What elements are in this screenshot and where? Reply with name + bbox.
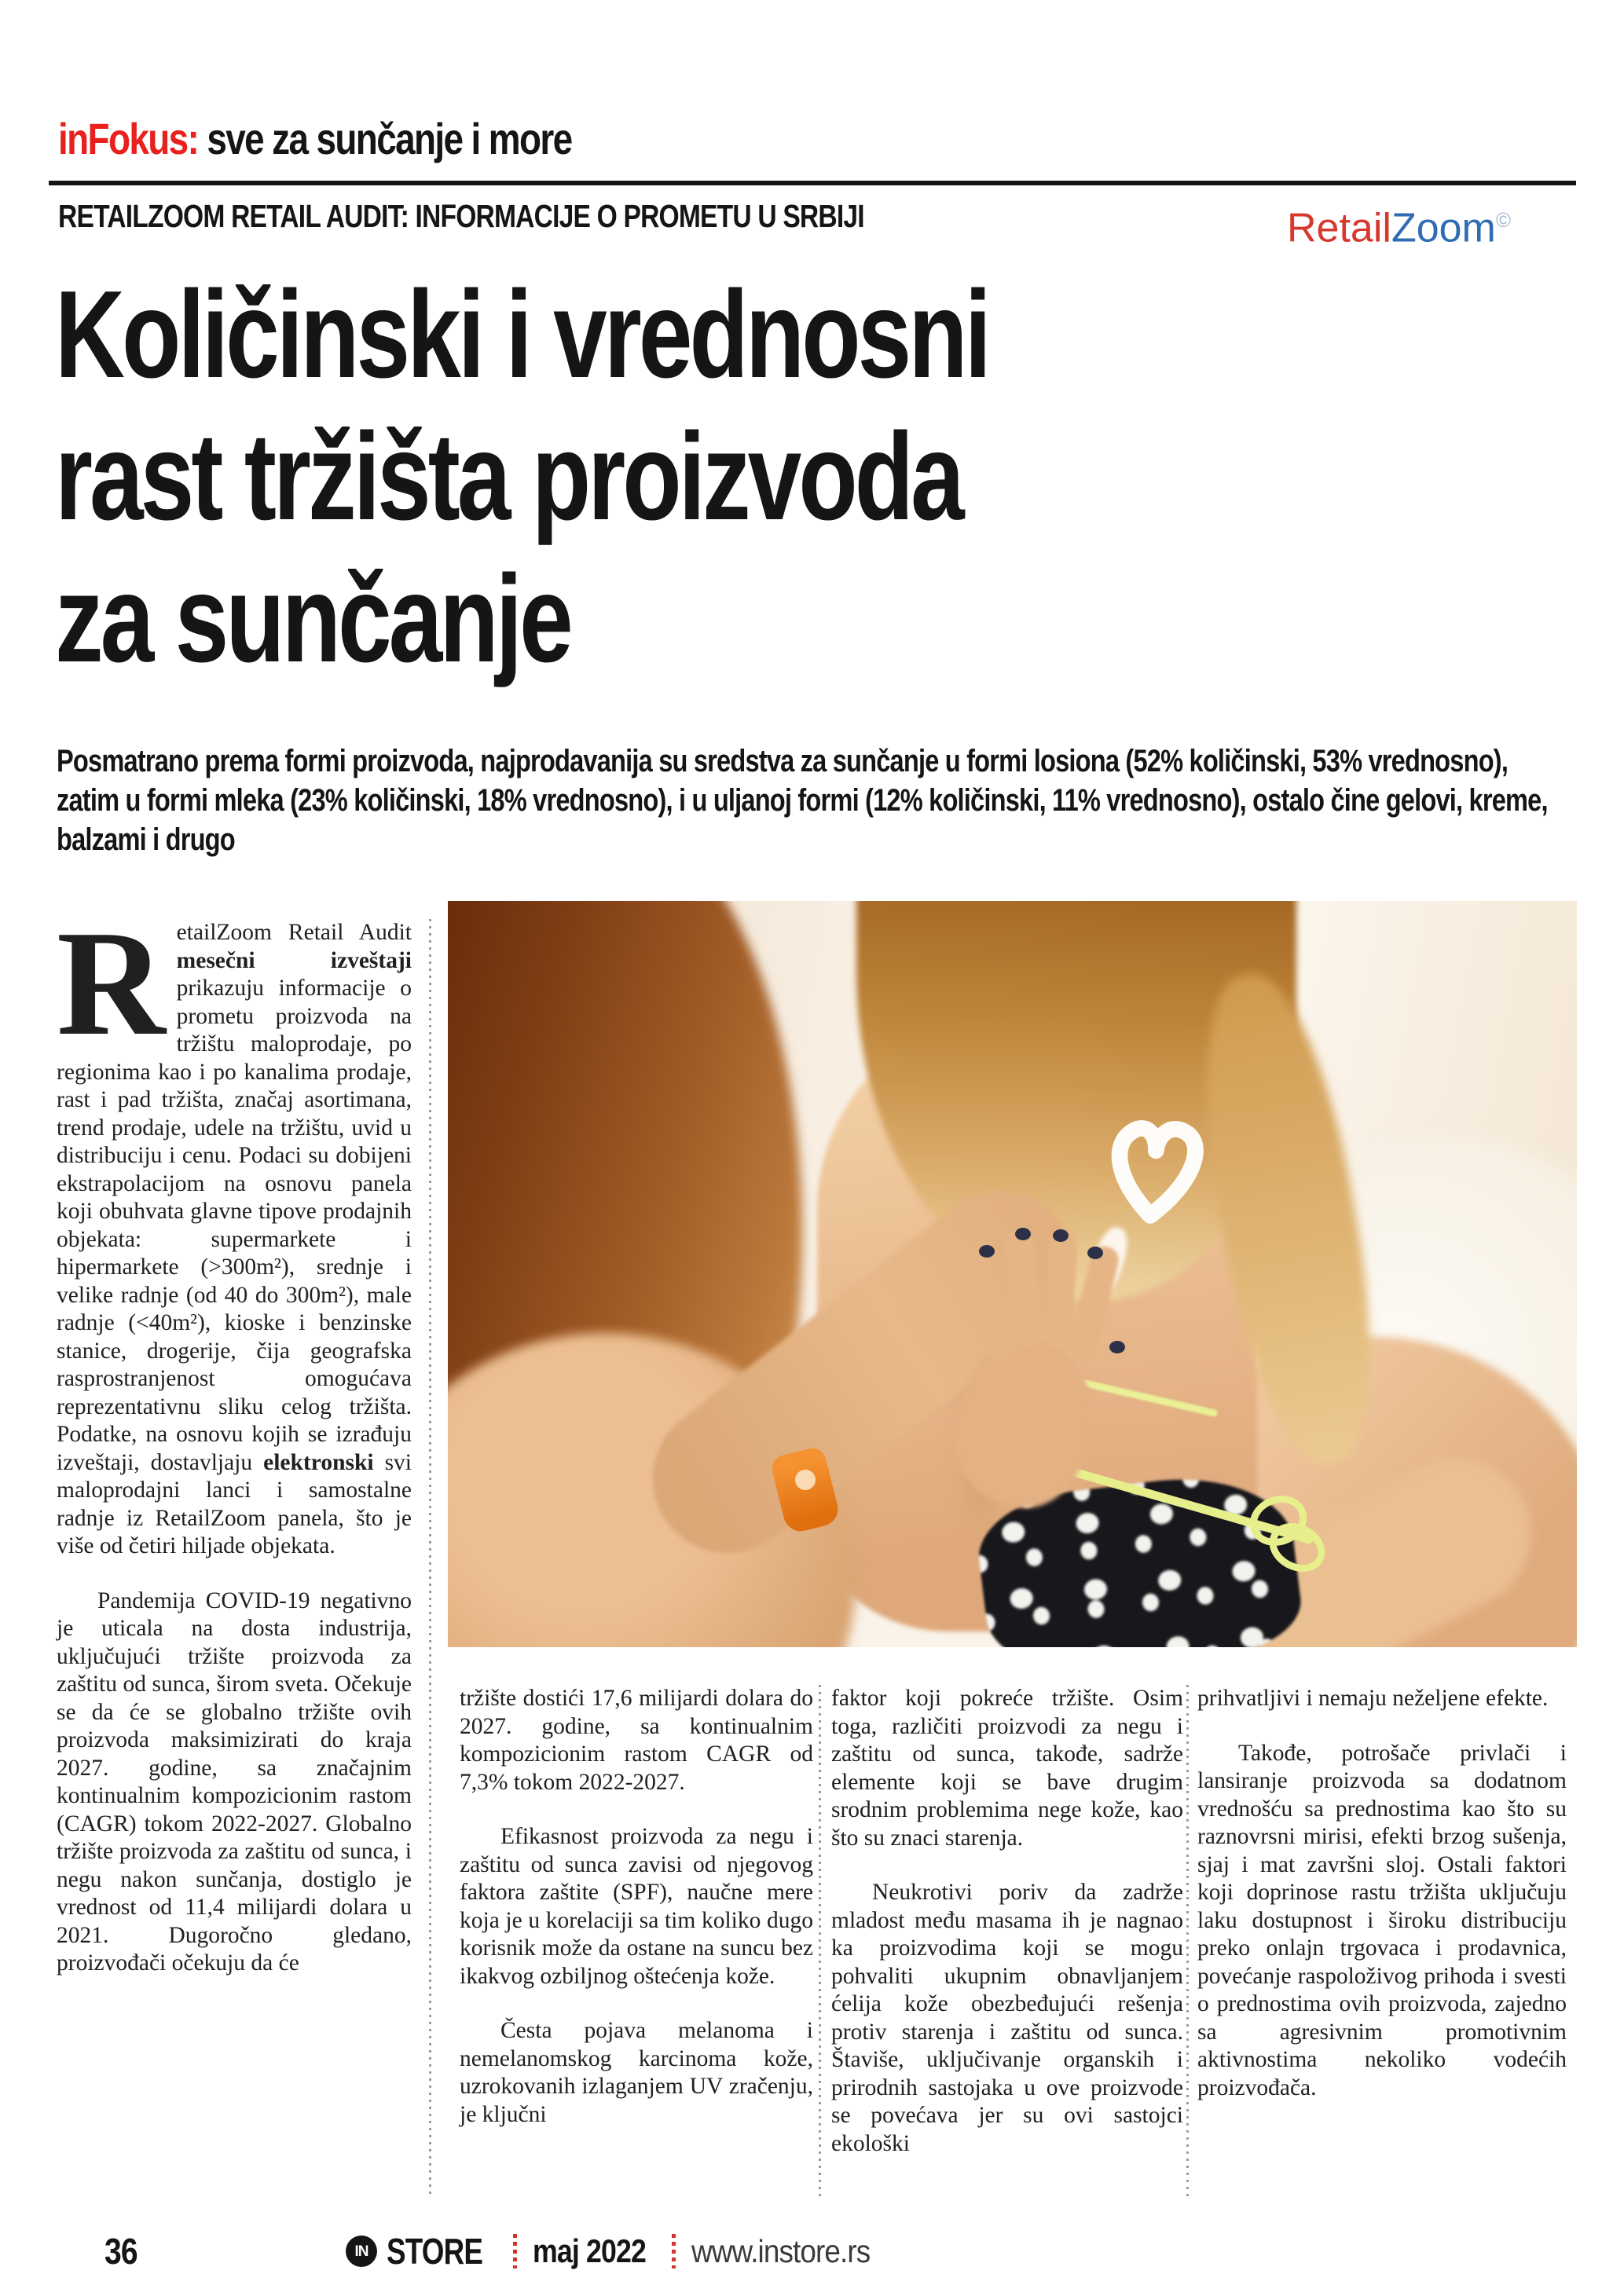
headline-line-2: rast tržišta proizvoda [55, 408, 962, 546]
column-divider [1186, 1685, 1189, 2199]
page-number: 36 [104, 2231, 137, 2272]
retailzoom-logo [1287, 198, 1511, 250]
paragraph: prihvatljivi i nemaju neželjene efekte. [1197, 1686, 1549, 1711]
article-column-2 [460, 1685, 813, 2129]
footer-website: www.instore.rs [691, 2233, 871, 2269]
drop-cap: R [57, 899, 166, 1067]
article-column-4 [1197, 1685, 1567, 2102]
footer-brand: STORE [387, 2231, 483, 2272]
paragraph: Česta pojava melanoma i nemelanomskog karcinoma kože, uzrokovanih izlaganjem UV zračenju, je ključni [460, 2018, 813, 2127]
article-column-1 [57, 899, 412, 1978]
column-divider [429, 919, 431, 2195]
paragraph: faktor koji pokreće tržište. Osim toga, različiti proizvodi za negu i zaštitu od sunca, takođe, sadrže elemente koji se bave drugim srodnim problemima nege kože, kao što su znaci starenja. [831, 1686, 1183, 1851]
column-divider [819, 1685, 821, 2199]
footer-divider [672, 2234, 676, 2269]
logo-retail: Retail [1287, 205, 1391, 251]
article-column-3 [831, 1685, 1183, 2158]
logo-zoom: Zoom [1391, 205, 1496, 251]
headline-line-3: za sunčanje [55, 550, 570, 688]
paragraph: Takođe, potrošače privlači i lansiranje proizvoda sa dodatnom vrednošću sa prednostima kao što su raznovrsni mirisi, efekti brzog sušenja, sjaj i mat završni sloj. Ostali faktori koji doprinose rastu tržišta uključuju laku dostupnost i široku distribuciju preko onlajn trgovaca i prodavnica, povećanje raspoloživog prihoda i svesti o prednostima ovih proizvoda, zajedno sa agresivnim promotivnim aktivnostima nekoliko vodećih proizvođača. [1197, 1740, 1567, 2100]
photo-shape-nail [1109, 1341, 1125, 1353]
photo-shape-nail [979, 1245, 995, 1258]
paragraph: Pandemija COVID-19 negativno je uticala na dosta industrija, uključujući tržište proizvoda za zaštitu od sunca, širom sveta. Očekuje se da će se globalno tržište ovih proizvoda maksimizirati do kraja 2027. godine, sa značajnim kontinualnim kompozicionim rastom (CAGR) tokom 2022-2027. Globalno tržište proizvoda za zaštitu od sunca, i negu nakon sunčanja, dostiglo je vrednost od 11,4 milijardi dolara u 2021. Dugoročno gledano, proizvođači očekuju da će [57, 1587, 412, 1976]
footer-divider [513, 2234, 517, 2269]
logo-copyright-mark: © [1495, 208, 1512, 232]
kicker [58, 115, 572, 163]
header-rule [49, 181, 1576, 185]
paragraph [57, 899, 412, 1561]
photo-shape-nail [1015, 1228, 1031, 1240]
intro-paragraph: Posmatrano prema formi proizvoda, najprodavanija su sredstva za sunčanje u formi losiona (52% količinski, 53% vrednosno), zatim u formi mleka (23% količinski, 18% vrednosno), i u uljanoj formi (12% količinski, 11% vrednosno), ostalo čine gelovi, kreme, balzami i drugo [57, 744, 1548, 857]
sunscreen-heart-icon [1094, 1107, 1215, 1236]
paragraph: Efikasnost proizvoda za negu i zaštitu od sunca zavisi od njegovog faktora zaštite (SPF), naučne mere koja je u korelaciji sa tim koliko dugo korisnik može da ostane na suncu bez ikakvog ozbiljnog oštećenja kože. [460, 1824, 813, 1989]
paragraph: Neukrotivi poriv da zadrže mladost među masama ih je nagnao ka proizvodima koji se mogu pohvaliti ukupnim obnavljanjem ćelija kože obezbeđujući rešenja protiv starenja i zaštitu od sunca. Štaviše, uključivanje organskih i prirodnih sastojaka u ove proizvode se povećava jer su ovi sastojci ekološki [831, 1880, 1183, 2156]
instore-logo-icon [346, 2236, 377, 2267]
footer-issue-date: maj 2022 [532, 2232, 646, 2269]
photo-shape-nail [1087, 1247, 1103, 1259]
instore-logo-letters: IN [354, 2243, 368, 2260]
kicker-highlight: inFokus: [58, 114, 199, 163]
article-photo [448, 901, 1577, 1647]
photo-shape-sunscreen-cap-hole [795, 1470, 816, 1490]
footer [346, 2229, 890, 2273]
photo-shape-nail [1053, 1229, 1069, 1242]
paragraph-text: etailZoom Retail Audit mesečni izveštaji prikazuju informacije o prometu proizvoda na tržištu maloprodaje, po regionima kao i po kanalima prodaje, rast i pad tržišta, značaj asortimana, trend prodaje, udele na tržištu, uvid u distribuciju i cenu. Podaci su dobijeni ekstrapolacijom na osnovu panela koji obuhvata glavne tipove prodajnih objekata: supermarkete i hipermarkete (>300m²), srednje i velike radnje (od 40 do 300m²), male radnje (<40m²), kioske i benzinske stanice, drogerije, čija geografska rasprostranjenost omogućava reprezentativnu sliku celog tržišta. Podatke, na osnovu kojih se izrađuju izveštaji, dostavljaju elektronski svi maloprodajni lanci i samostalne radnje iz RetailZoom panela, što je više od četiri hiljade objekata. [57, 920, 412, 1558]
section-header: RETAILZOOM RETAIL AUDIT: INFORMACIJE O PROMETU U SRBIJI [58, 198, 864, 234]
paragraph: tržište dostići 17,6 milijardi dolara do 2027. godine, sa kontinualnim kompozicionim rastom CAGR od 7,3% tokom 2022-2027. [460, 1686, 813, 1795]
headline-line-1: Količinski i vrednosni [55, 265, 989, 404]
kicker-rest: sve za sunčanje i more [198, 114, 572, 163]
headline [55, 264, 1252, 690]
